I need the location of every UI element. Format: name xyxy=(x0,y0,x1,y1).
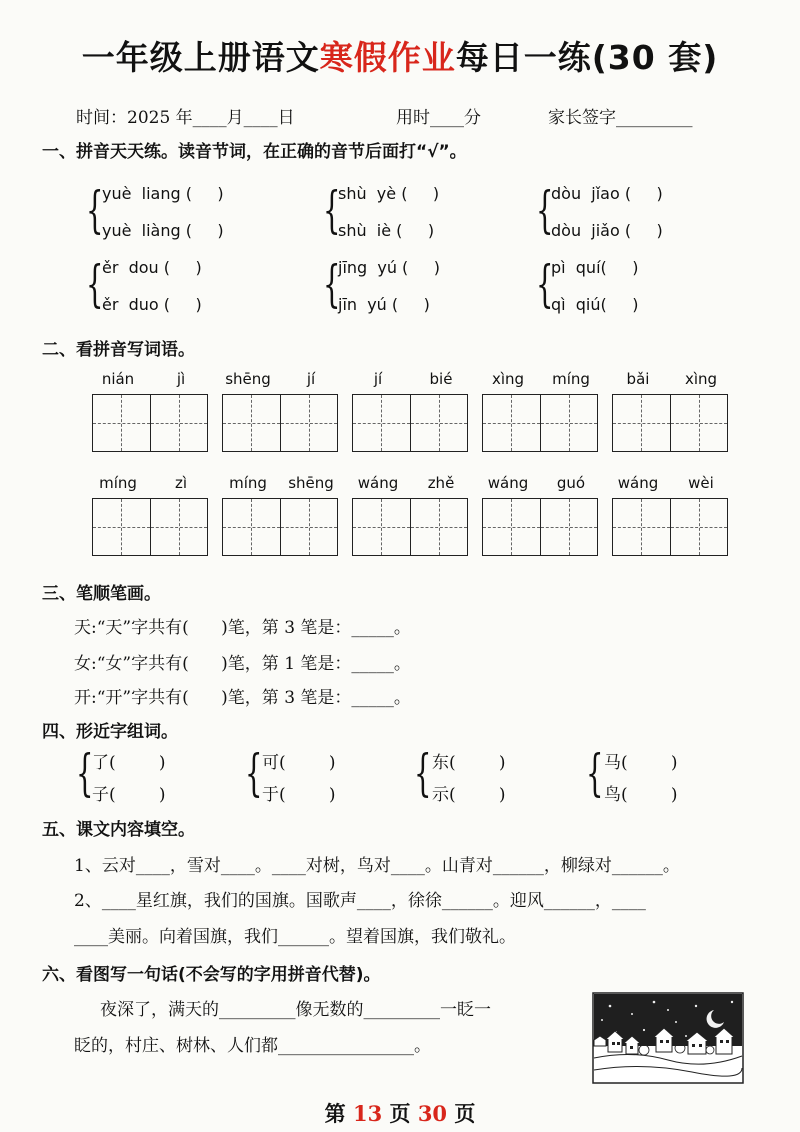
pinyin-option: ěr duo ( ) xyxy=(102,295,202,314)
pinyin-label: zì xyxy=(174,474,188,492)
pinyin-label: míng xyxy=(552,370,590,388)
pinyin-option: qì qiú( ) xyxy=(551,295,639,314)
section-4-heading: 四、形近字组词。 xyxy=(42,722,178,742)
night-village-picture xyxy=(592,992,744,1084)
pinyin-label: zhě xyxy=(427,474,455,492)
used-time-field: 用时____分 xyxy=(396,108,481,128)
writing-grid[interactable] xyxy=(92,394,208,452)
pinyin-option: jīn yú ( ) xyxy=(338,295,430,314)
pinyin-option: jīng yú ( ) xyxy=(338,258,440,277)
pinyin-label: jí xyxy=(373,370,383,388)
stroke-question: 女:“女”字共有( )笔，第 1 笔是：_____。 xyxy=(74,654,411,674)
current-page-number: 13 xyxy=(352,1101,383,1126)
pinyin-option: yuè liàng ( ) xyxy=(102,221,224,240)
writing-grid[interactable] xyxy=(352,498,468,556)
section-2-heading: 二、看拼音写词语。 xyxy=(42,340,195,360)
similar-char-item: 于( ) xyxy=(262,785,336,805)
section-6-heading: 六、看图写一句话(不会写的字用拼音代替)。 xyxy=(42,965,381,985)
writing-line: 眨的，村庄、树林、人们都________________。 xyxy=(74,1036,431,1056)
section-5-heading: 五、课文内容填空。 xyxy=(42,820,195,840)
title-part1: 一年级上册语文 xyxy=(81,38,320,77)
stroke-question: 天:“天”字共有( )笔，第 3 笔是：_____。 xyxy=(74,618,411,638)
similar-char-item: 可( ) xyxy=(262,753,336,773)
similar-char-item: 示( ) xyxy=(432,785,506,805)
pinyin-option: shù iè ( ) xyxy=(338,221,435,240)
similar-char-item: 了( ) xyxy=(92,753,166,773)
pinyin-label: wáng xyxy=(617,474,659,492)
total-pages-number: 30 xyxy=(417,1101,448,1126)
pinyin-label: guó xyxy=(556,474,586,492)
writing-grid[interactable] xyxy=(222,498,338,556)
parent-signature-field: 家长签字_________ xyxy=(548,108,693,128)
pinyin-option: pì quí( ) xyxy=(551,258,639,277)
writing-grid[interactable] xyxy=(92,498,208,556)
stroke-question: 开:“开”字共有( )笔，第 3 笔是：_____。 xyxy=(74,688,411,708)
writing-grid[interactable] xyxy=(482,394,598,452)
pinyin-label: shēng xyxy=(288,474,334,492)
pinyin-label: jí xyxy=(306,370,316,388)
footer-prefix: 第 xyxy=(324,1101,346,1126)
title-part3: 每日一练(30 套) xyxy=(455,38,719,77)
page-number-footer xyxy=(0,1098,800,1128)
title-part2: 寒假作业 xyxy=(319,38,456,77)
writing-grid[interactable] xyxy=(222,394,338,452)
writing-grid[interactable] xyxy=(352,394,468,452)
pinyin-option: ěr dou ( ) xyxy=(102,258,202,277)
section-1-heading: 一、拼音天天练。读音节词，在正确的音节后面打“√”。 xyxy=(42,142,467,162)
pinyin-label: xìng xyxy=(684,370,718,388)
similar-char-item: 马( ) xyxy=(604,753,678,773)
pinyin-option: dòu jǐao ( ) xyxy=(551,184,663,203)
pinyin-label: bǎi xyxy=(626,370,650,388)
pinyin-label: wáng xyxy=(487,474,529,492)
similar-char-item: 子( ) xyxy=(92,785,166,805)
fill-blank-line: ____美丽。向着国旗，我们______。望着国旗，我们敬礼。 xyxy=(74,927,516,947)
writing-line: 夜深了，满天的_________像无数的_________一眨一 xyxy=(100,1000,491,1020)
pinyin-label: xìng xyxy=(491,370,525,388)
pinyin-label: bié xyxy=(429,370,453,388)
footer-suffix: 页 xyxy=(454,1101,476,1126)
pinyin-option: yuè liang ( ) xyxy=(102,184,224,203)
writing-grid[interactable] xyxy=(612,498,728,556)
pinyin-label: jì xyxy=(176,370,186,388)
section-3-heading: 三、笔顺笔画。 xyxy=(42,584,161,604)
writing-grid[interactable] xyxy=(612,394,728,452)
pinyin-option: dòu jiǎo ( ) xyxy=(551,221,663,240)
similar-char-item: 东( ) xyxy=(432,753,506,773)
pinyin-label: míng xyxy=(99,474,137,492)
fill-blank-line: 1、云对____，雪对____。____对树，鸟对____。山青对______，柳绿对______。 xyxy=(74,856,680,876)
footer-mid: 页 xyxy=(389,1101,411,1126)
pinyin-label: wèi xyxy=(688,474,714,492)
writing-grid[interactable] xyxy=(482,498,598,556)
pinyin-label: míng xyxy=(229,474,267,492)
time-field: 时间：2025 年____月____日 xyxy=(76,108,295,128)
pinyin-label: nián xyxy=(101,370,135,388)
pinyin-label: shēng xyxy=(225,370,271,388)
pinyin-option: shù yè ( ) xyxy=(338,184,440,203)
pinyin-label: wáng xyxy=(357,474,399,492)
page-title xyxy=(0,32,800,79)
similar-char-item: 鸟( ) xyxy=(604,785,678,805)
fill-blank-line: 2、____星红旗，我们的国旗。国歌声____，徐徐______。迎风______，____ xyxy=(74,891,646,911)
